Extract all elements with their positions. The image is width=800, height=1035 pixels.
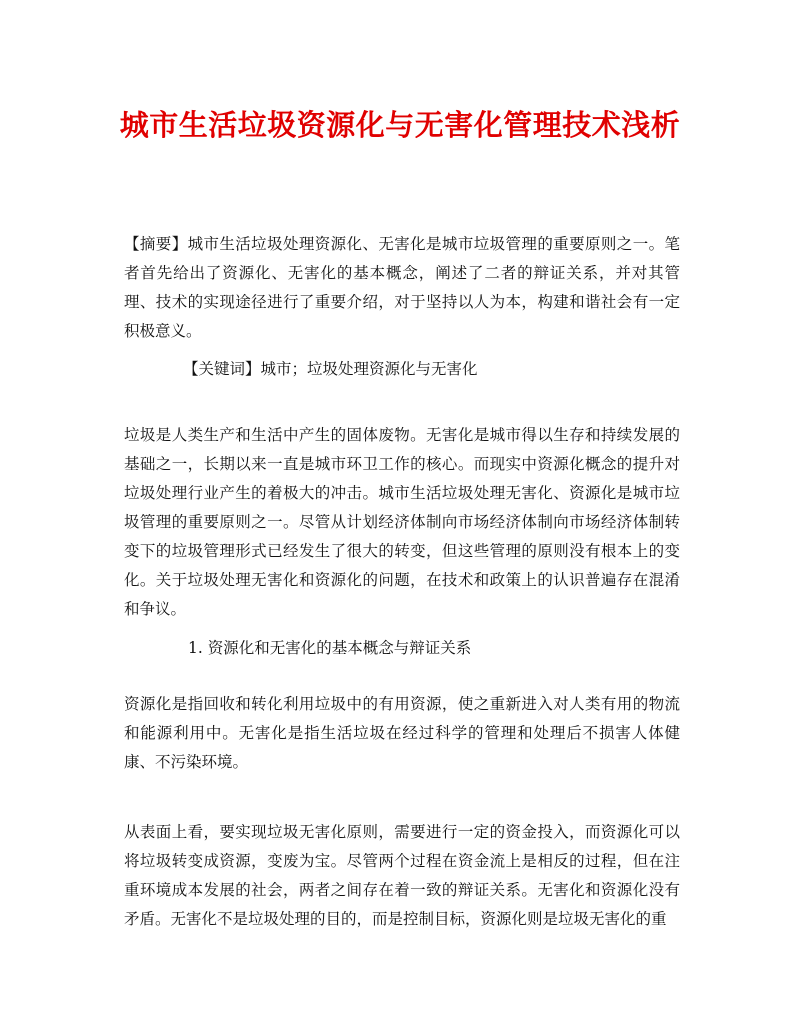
- definition-paragraph: 资源化是指回收和转化利用垃圾中的有用资源，使之重新进入对人类有用的物流和能源利用中。无害化是指生活垃圾在经过科学的管理和处理后不损害人体健康、不污染环境。: [124, 695, 680, 771]
- document-title: 城市生活垃圾资源化与无害化管理技术浅析: [119, 108, 681, 142]
- abstract-paragraph: 【摘要】城市生活垃圾处理资源化、无害化是城市垃圾管理的重要原则之一。笔者首先给出了资源化、无害化的基本概念，阐述了二者的辩证关系，并对其管理、技术的实现途径进行了重要介绍，对于坚持以人为本，构建和谐社会有一定积极意义。: [124, 235, 680, 340]
- relationship-paragraph: 从表面上看，要实现垃圾无害化原则，需要进行一定的资金投入，而资源化可以将垃圾转变成资源，变废为宝。尽管两个过程在资金流上是相反的过程，但在注重环境成本发展的社会，两者之间存在着一致的辩证关系。无害化和资源化没有矛盾。无害化不是垃圾处理的目的，而是控制目标，资源化则是垃圾无害化的重: [124, 823, 680, 928]
- keywords-line: 【关键词】城市；垃圾处理资源化与无害化: [183, 360, 478, 378]
- section-heading: 1. 资源化和无害化的基本概念与辩证关系: [188, 639, 472, 657]
- intro-paragraph: 垃圾是人类生产和生活中产生的固体废物。无害化是城市得以生存和持续发展的基础之一，长期以来一直是城市环卫工作的核心。而现实中资源化概念的提升对垃圾处理行业产生的着极大的冲击。城市生活垃圾处理无害化、资源化是城市垃圾管理的重要原则之一。尽管从计划经济体制向市场经济体制向市场经济体制转变下的垃圾管理形式已经发生了很大的转变，但这些管理的原则没有根本上的变化。关于垃圾处理无害化和资源化的问题，在技术和政策上的认识普遍存在混淆和争议。: [124, 426, 680, 618]
